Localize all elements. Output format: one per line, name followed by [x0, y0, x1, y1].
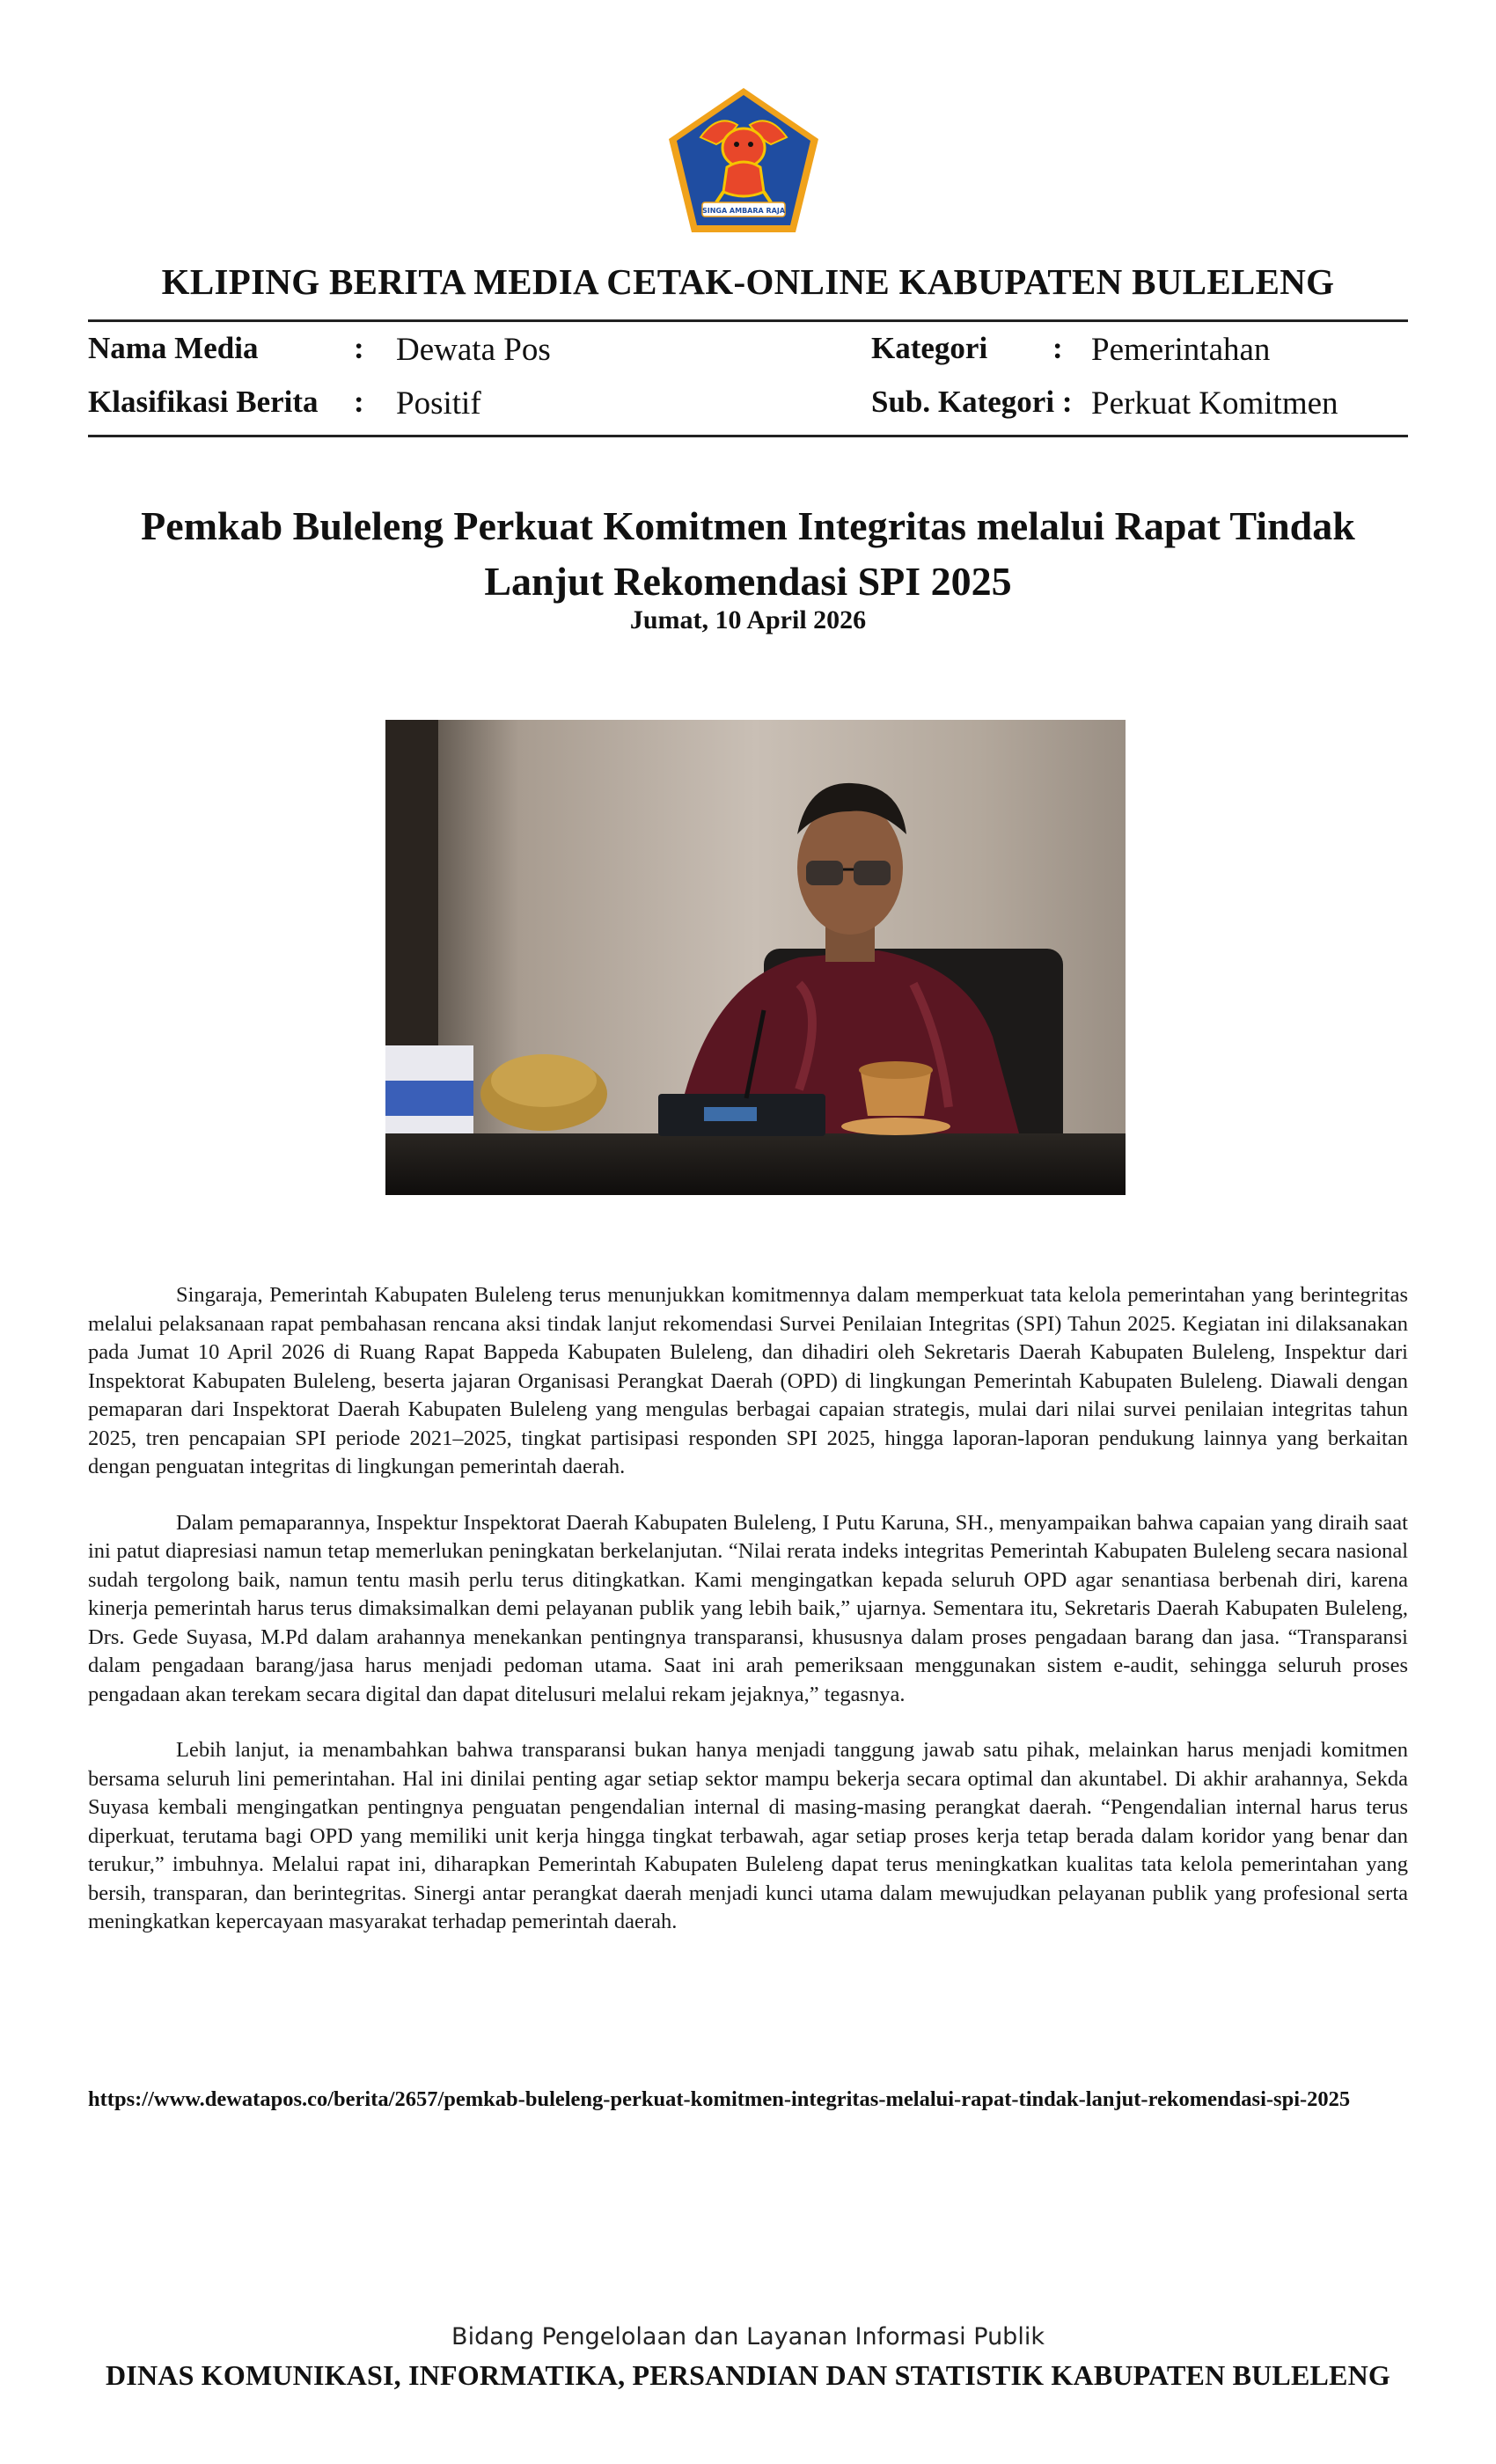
kategori-separator: :	[1052, 331, 1063, 365]
subkategori-label: Sub. Kategori :	[871, 385, 1073, 419]
article-title: Pemkab Buleleng Perkuat Komitmen Integritas melalui Rapat Tindak Lanjut Rekomendasi SPI 2025	[141, 503, 1355, 604]
kategori-label: Kategori	[871, 331, 988, 365]
logo-motto: SINGA AMBARA RAJA	[701, 207, 786, 215]
article-date: Jumat, 10 April 2026	[629, 605, 867, 634]
media-value: Dewata Pos	[396, 332, 551, 368]
header-divider-bottom	[88, 435, 1408, 437]
meeting-photo	[385, 720, 1126, 1195]
buleleng-crest-icon	[665, 86, 822, 236]
source-url-link[interactable]: https://www.dewatapos.co/berita/2657/pemkab-buleleng-perkuat-komitmen-integritas-melalui-rapat-tindak-lanjut-rekomendasi-spi-2025	[88, 2087, 1351, 2111]
page-header-title: KLIPING BERITA MEDIA CETAK-ONLINE KABUPATEN BULELENG	[161, 261, 1335, 302]
article-paragraph: Singaraja, Pemerintah Kabupaten Buleleng terus menunjukkan komitmennya dalam memperkuat tata kelola pemerintahan yang berintegritas melalui pelaksanaan rapat pembahasan rencana aksi tindak lanjut rekomendasi Survei Penilaian Integritas (SPI) Tahun 2025. Kegiatan ini dilaksanakan pada Jumat 10 April 2026 di Ruang Rapat Bappeda Kabupaten Buleleng, dan dihadiri oleh Sekretaris Daerah Kabupaten Buleleng, Inspektur dari Inspektorat Kabupaten Buleleng, beserta jajaran Organisasi Perangkat Daerah (OPD) di lingkungan Pemerintah Kabupaten Buleleng. Diawali dengan pemaparan dari Inspektorat Daerah Kabupaten Buleleng yang mengulas berbagai capaian strategis, mulai dari nilai survei penilaian integritas tahun 2025, tren pencapaian SPI periode 2021–2025, tingkat partisipasi responden SPI 2025, hingga laporan-laporan pendukung lainnya yang berkaitan dengan penguatan integritas di lingkungan pemerintah daerah.	[88, 1283, 1408, 1478]
media-separator: :	[354, 331, 364, 365]
article-body	[88, 1281, 1408, 1964]
klasifikasi-label: Klasifikasi Berita	[88, 385, 319, 419]
article-paragraph: Dalam pemaparannya, Inspektur Inspektorat Daerah Kabupaten Buleleng, I Putu Karuna, SH., menyampaikan bahwa capaian yang diraih saat ini patut diapresiasi namun tetap memerlukan peningkatan berkelanjutan. “Nilai rerata indeks integritas Pemerintah Kabupaten Buleleng secara nasional sudah tergolong baik, namun tentu masih perlu terus ditingkatkan. Kami mengingatkan kepada seluruh OPD agar senantiasa berbenah diri, karena kinerja pemerintah harus terus dimaksimalkan demi pelayanan publik yang lebih baik,” ujarnya. Sementara itu, Sekretaris Daerah Kabupaten Buleleng, Drs. Gede Suyasa, M.Pd dalam arahannya menekankan pentingnya transparansi, khususnya dalam proses pengadaan barang dan jasa. “Transparansi dalam pengadaan barang/jasa harus menjadi pedoman utama. Saat ini arah pemeriksaan menggunakan sistem e-audit, sehingga seluruh proses pengadaan akan terekam secara digital dan dapat ditelusuri melalui rekam jejaknya,” tegasnya.	[88, 1510, 1408, 1706]
klasifikasi-separator: :	[354, 385, 364, 419]
article-paragraph: Lebih lanjut, ia menambahkan bahwa transparansi bukan hanya menjadi tanggung jawab satu pihak, melainkan harus menjadi komitmen bersama seluruh lini pemerintahan. Hal ini dinilai penting agar setiap sektor mampu bekerja secara optimal dan akuntabel. Di akhir arahannya, Sekda Suyasa kembali mengingatkan pentingnya penguatan pengendalian internal di masing-masing perangkat daerah. “Pengendalian internal harus terus diperkuat, terutama bagi OPD yang memiliki unit kerja hingga tingkat terbawah, agar setiap proses kerja tetap berada dalam koridor yang benar dan terukur,” imbuhnya. Melalui rapat ini, diharapkan Pemerintah Kabupaten Buleleng dapat terus meningkatkan kualitas tata kelola pemerintahan yang bersih, transparan, dan berintegritas. Sinergi antar perangkat daerah menjadi kunci utama dalam mewujudkan pelayanan publik yang profesional serta meningkatkan kepercayaan masyarakat terhadap pemerintah daerah.	[88, 1738, 1408, 1933]
media-label: Nama Media	[88, 331, 259, 365]
header-divider-top	[88, 319, 1408, 322]
footer-agency: DINAS KOMUNIKASI, INFORMATIKA, PERSANDIAN DAN STATISTIK KABUPATEN BULELENG	[105, 2359, 1391, 2391]
subkategori-value: Perkuat Komitmen	[1091, 385, 1338, 422]
footer-unit: Bidang Pengelolaan dan Layanan Informasi Publik	[451, 2323, 1045, 2350]
kategori-value: Pemerintahan	[1091, 332, 1271, 368]
klasifikasi-value: Positif	[396, 385, 481, 422]
